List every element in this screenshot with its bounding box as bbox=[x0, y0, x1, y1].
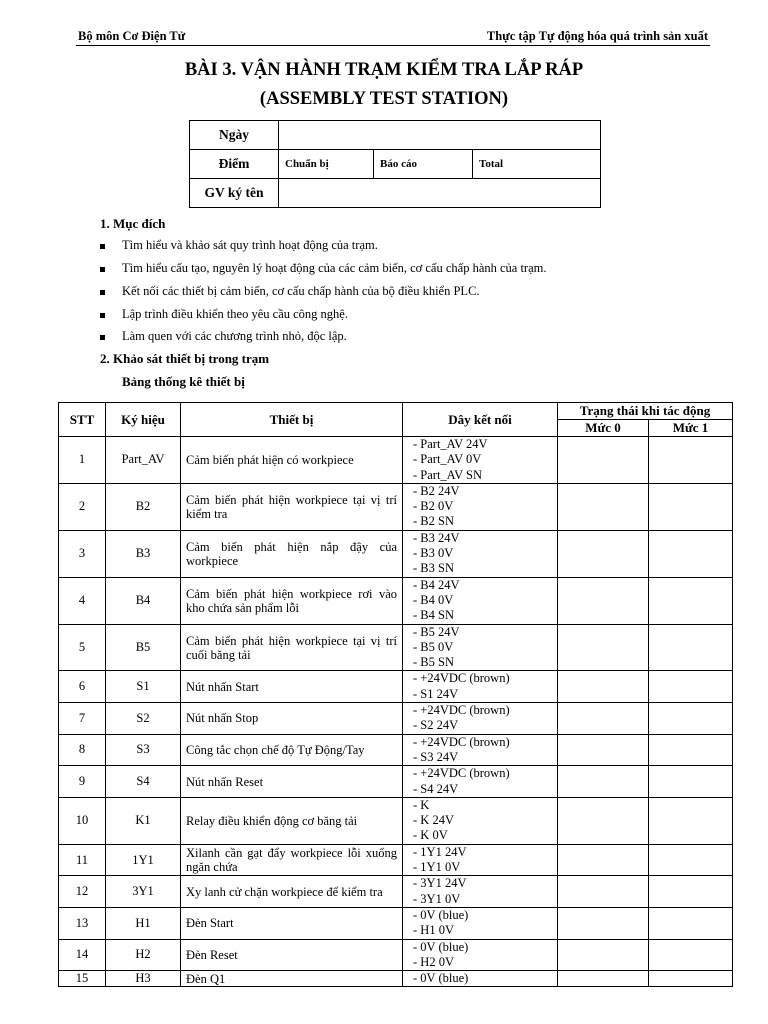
symbol-cell: S4 bbox=[106, 766, 181, 798]
level-0-cell bbox=[558, 797, 649, 844]
level-1-cell bbox=[649, 437, 733, 484]
wiring-line: - B3 24V bbox=[413, 530, 460, 545]
col-header-wiring: Dây kết nối bbox=[403, 403, 558, 437]
device-cell: Cảm biến phát hiện workpiece tại vị trí cuối băng tải bbox=[181, 624, 403, 671]
total-score-cell: Total bbox=[473, 150, 601, 179]
device-table bbox=[58, 402, 733, 987]
symbol-cell: K1 bbox=[106, 797, 181, 844]
date-label: Ngày bbox=[190, 121, 279, 150]
device-cell: Cảm biến phát hiện có workpiece bbox=[181, 437, 403, 484]
level-1-cell bbox=[649, 530, 733, 577]
table-row bbox=[59, 876, 733, 908]
device-cell: Công tắc chọn chế độ Tự Động/Tay bbox=[181, 734, 403, 766]
wiring-line: - B2 SN bbox=[413, 514, 454, 529]
wiring-line: - S4 24V bbox=[413, 781, 459, 796]
wiring-line: - +24VDC (brown) bbox=[413, 703, 510, 718]
table-row bbox=[59, 797, 733, 844]
wiring-cell bbox=[403, 624, 558, 671]
report-score-cell: Báo cáo bbox=[374, 150, 473, 179]
symbol-cell: H3 bbox=[106, 971, 181, 987]
symbol-cell: S3 bbox=[106, 734, 181, 766]
level-0-cell bbox=[558, 437, 649, 484]
wiring-line: - 0V (blue) bbox=[413, 971, 469, 986]
wiring-line: - B3 0V bbox=[413, 546, 454, 561]
wiring-line: - +24VDC (brown) bbox=[413, 766, 510, 781]
col-header-level-0: Mức 0 bbox=[558, 420, 649, 437]
wiring-line: - K 24V bbox=[413, 813, 454, 828]
table-row bbox=[59, 939, 733, 971]
device-cell: Relay điều khiển động cơ băng tải bbox=[181, 797, 403, 844]
level-1-cell bbox=[649, 734, 733, 766]
section-2-heading: 2. Khảo sát thiết bị trong trạm bbox=[100, 351, 270, 366]
wiring-line: - H2 0V bbox=[413, 954, 454, 969]
level-0-cell bbox=[558, 577, 649, 624]
table-row bbox=[59, 530, 733, 577]
level-1-cell bbox=[649, 483, 733, 530]
stt-cell: 12 bbox=[59, 876, 106, 908]
level-1-cell bbox=[649, 907, 733, 939]
score-label: Điểm bbox=[190, 150, 279, 179]
stt-cell: 8 bbox=[59, 734, 106, 766]
wiring-line: - 0V (blue) bbox=[413, 907, 469, 922]
wiring-line: - B5 0V bbox=[413, 639, 454, 654]
table-row bbox=[59, 624, 733, 671]
level-1-cell bbox=[649, 876, 733, 908]
wiring-line: - 0V (blue) bbox=[413, 939, 469, 954]
department-name: Bộ môn Cơ Điện Tử bbox=[78, 29, 186, 43]
device-cell: Cảm biến phát hiện workpiece rơi vào kho chứa sản phẩm lỗi bbox=[181, 577, 403, 624]
stt-cell: 14 bbox=[59, 939, 106, 971]
wiring-cell bbox=[403, 766, 558, 798]
wiring-cell bbox=[403, 844, 558, 876]
stt-cell: 1 bbox=[59, 437, 106, 484]
wiring-line: - +24VDC (brown) bbox=[413, 671, 510, 686]
symbol-cell: Part_AV bbox=[106, 437, 181, 484]
page-header bbox=[76, 27, 710, 46]
level-0-cell bbox=[558, 939, 649, 971]
col-header-stt: STT bbox=[59, 403, 106, 437]
wiring-cell bbox=[403, 876, 558, 908]
wiring-line: - 3Y1 0V bbox=[413, 891, 461, 906]
device-cell: Nút nhấn Stop bbox=[181, 703, 403, 735]
device-cell: Cảm biến phát hiện workpiece tại vị trí kiểm tra bbox=[181, 483, 403, 530]
wiring-line: - S2 24V bbox=[413, 718, 459, 733]
level-0-cell bbox=[558, 483, 649, 530]
stt-cell: 6 bbox=[59, 671, 106, 703]
prep-score-cell: Chuẩn bị bbox=[279, 150, 374, 179]
wiring-line: - B2 0V bbox=[413, 499, 454, 514]
wiring-line: - B2 24V bbox=[413, 483, 460, 498]
sign-label: GV ký tên bbox=[190, 179, 279, 208]
level-0-cell bbox=[558, 766, 649, 798]
table-row bbox=[59, 734, 733, 766]
table-row bbox=[59, 437, 733, 484]
stt-cell: 13 bbox=[59, 907, 106, 939]
symbol-cell: 1Y1 bbox=[106, 844, 181, 876]
objective-item: Lập trình điều khiển theo yêu cầu công nghệ. bbox=[122, 307, 348, 321]
device-cell: Đèn Start bbox=[181, 907, 403, 939]
device-cell: Nút nhấn Reset bbox=[181, 766, 403, 798]
wiring-line: - 1Y1 24V bbox=[413, 844, 467, 859]
wiring-cell bbox=[403, 703, 558, 735]
symbol-cell: S2 bbox=[106, 703, 181, 735]
level-1-cell bbox=[649, 766, 733, 798]
col-header-state: Trạng thái khi tác động bbox=[558, 403, 733, 420]
col-header-symbol: Ký hiệu bbox=[106, 403, 181, 437]
wiring-cell bbox=[403, 530, 558, 577]
wiring-cell bbox=[403, 671, 558, 703]
level-0-cell bbox=[558, 734, 649, 766]
level-1-cell bbox=[649, 624, 733, 671]
level-0-cell bbox=[558, 530, 649, 577]
stt-cell: 4 bbox=[59, 577, 106, 624]
table-row bbox=[59, 907, 733, 939]
symbol-cell: B5 bbox=[106, 624, 181, 671]
col-header-device: Thiết bị bbox=[181, 403, 403, 437]
lab-title: BÀI 3. VẬN HÀNH TRẠM KIỂM TRA LẮP RÁP bbox=[184, 60, 584, 80]
wiring-cell bbox=[403, 971, 558, 987]
objective-item: Làm quen với các chương trình nhỏ, độc lập. bbox=[122, 329, 347, 343]
wiring-line: - S3 24V bbox=[413, 749, 459, 764]
stt-cell: 5 bbox=[59, 624, 106, 671]
wiring-line: - 1Y1 0V bbox=[413, 860, 461, 875]
sign-field bbox=[279, 179, 601, 208]
table-row bbox=[59, 483, 733, 530]
table-caption: Bảng thống kê thiết bị bbox=[122, 374, 245, 389]
symbol-cell: H1 bbox=[106, 907, 181, 939]
stt-cell: 2 bbox=[59, 483, 106, 530]
table-row bbox=[59, 766, 733, 798]
stt-cell: 10 bbox=[59, 797, 106, 844]
stt-cell: 9 bbox=[59, 766, 106, 798]
wiring-line: - B5 SN bbox=[413, 655, 454, 670]
stt-cell: 7 bbox=[59, 703, 106, 735]
table-row bbox=[59, 577, 733, 624]
symbol-cell: H2 bbox=[106, 939, 181, 971]
table-row bbox=[59, 844, 733, 876]
wiring-line: - H1 0V bbox=[413, 923, 454, 938]
section-1-heading: 1. Mục đích bbox=[100, 216, 166, 231]
wiring-line: - B3 SN bbox=[413, 561, 454, 576]
level-0-cell bbox=[558, 671, 649, 703]
wiring-cell bbox=[403, 483, 558, 530]
wiring-line: - Part_AV 24V bbox=[413, 437, 488, 451]
wiring-line: - +24VDC (brown) bbox=[413, 734, 510, 749]
wiring-cell bbox=[403, 907, 558, 939]
stt-cell: 11 bbox=[59, 844, 106, 876]
level-0-cell bbox=[558, 844, 649, 876]
device-cell: Đèn Reset bbox=[181, 939, 403, 971]
level-1-cell bbox=[649, 577, 733, 624]
level-0-cell bbox=[558, 624, 649, 671]
device-cell: Cảm biến phát hiện nắp đậy của workpiece bbox=[181, 530, 403, 577]
wiring-cell bbox=[403, 577, 558, 624]
objective-item: Tìm hiểu và khảo sát quy trình hoạt động của trạm. bbox=[122, 238, 378, 252]
wiring-line: - Part_AV SN bbox=[413, 467, 482, 482]
wiring-line: - B4 SN bbox=[413, 608, 454, 623]
table-row bbox=[59, 703, 733, 735]
lab-subtitle: (ASSEMBLY TEST STATION) bbox=[259, 89, 509, 109]
symbol-cell: B3 bbox=[106, 530, 181, 577]
level-0-cell bbox=[558, 971, 649, 987]
level-1-cell bbox=[649, 671, 733, 703]
level-1-cell bbox=[649, 703, 733, 735]
wiring-line: - B5 24V bbox=[413, 624, 460, 639]
wiring-line: - Part_AV 0V bbox=[413, 452, 482, 467]
table-row bbox=[59, 671, 733, 703]
wiring-cell bbox=[403, 437, 558, 484]
wiring-cell bbox=[403, 939, 558, 971]
level-0-cell bbox=[558, 703, 649, 735]
wiring-line: - K 0V bbox=[413, 828, 448, 843]
table-row bbox=[59, 971, 733, 987]
stt-cell: 15 bbox=[59, 971, 106, 987]
objective-item: Kết nối các thiết bị cảm biến, cơ cấu chấp hành của bộ điều khiển PLC. bbox=[122, 284, 480, 298]
wiring-cell bbox=[403, 797, 558, 844]
level-1-cell bbox=[649, 844, 733, 876]
wiring-line: - B4 0V bbox=[413, 592, 454, 607]
device-cell: Xy lanh cử chặn workpiece để kiểm tra bbox=[181, 876, 403, 908]
objective-item: Tìm hiểu cấu tạo, nguyên lý hoạt động của các cảm biến, cơ cấu chấp hành của trạm. bbox=[122, 261, 547, 275]
course-name: Thực tập Tự động hóa quá trình sản xuất bbox=[486, 29, 708, 43]
symbol-cell: S1 bbox=[106, 671, 181, 703]
date-field bbox=[279, 121, 601, 150]
level-0-cell bbox=[558, 907, 649, 939]
wiring-line: - S1 24V bbox=[413, 686, 459, 701]
device-cell: Xilanh cần gạt đẩy workpiece lỗi xuống ngăn chứa bbox=[181, 844, 403, 876]
level-0-cell bbox=[558, 876, 649, 908]
symbol-cell: B4 bbox=[106, 577, 181, 624]
device-cell: Nút nhấn Start bbox=[181, 671, 403, 703]
wiring-cell bbox=[403, 734, 558, 766]
symbol-cell: B2 bbox=[106, 483, 181, 530]
stt-cell: 3 bbox=[59, 530, 106, 577]
col-header-level-1: Mức 1 bbox=[649, 420, 733, 437]
wiring-line: - B4 24V bbox=[413, 577, 460, 592]
wiring-line: - 3Y1 24V bbox=[413, 876, 467, 891]
level-1-cell bbox=[649, 971, 733, 987]
grading-box bbox=[189, 120, 601, 208]
level-1-cell bbox=[649, 939, 733, 971]
device-cell: Đèn Q1 bbox=[181, 971, 403, 987]
level-1-cell bbox=[649, 797, 733, 844]
wiring-line: - K bbox=[413, 797, 430, 812]
symbol-cell: 3Y1 bbox=[106, 876, 181, 908]
